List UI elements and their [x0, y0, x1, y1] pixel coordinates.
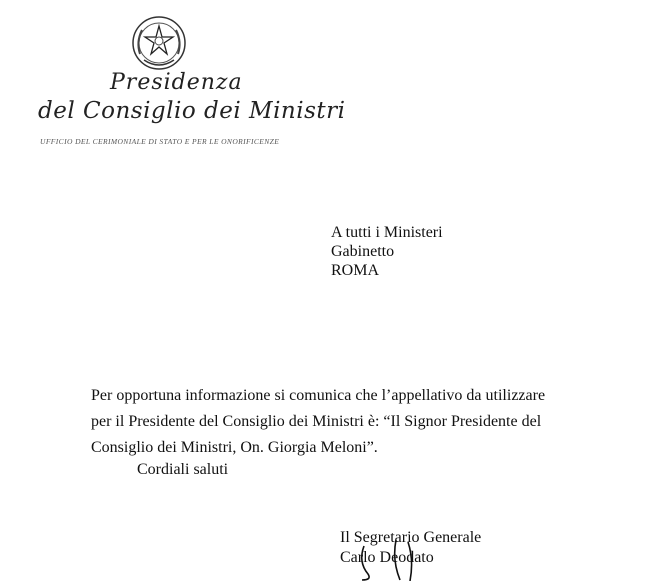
signature-scribble-icon	[350, 540, 440, 581]
letterhead	[30, 10, 346, 160]
letterhead-title-line2: del Consiglio dei Ministri	[38, 98, 346, 124]
recipient-line-3: ROMA	[331, 262, 380, 279]
letter-body	[91, 383, 561, 461]
recipient-line-1: A tutti i Ministeri	[331, 224, 443, 241]
italian-republic-emblem-icon	[130, 14, 188, 72]
body-paragraph: Per opportuna informazione si comunica che l’appellativo da utilizzare per il Presidente del Consiglio dei Ministri è: “Il Signor Presidente del Consiglio dei Ministri, On. Giorgia Meloni”.	[91, 387, 546, 456]
closing-greeting: Cordiali saluti	[137, 461, 229, 478]
recipient-address	[331, 223, 443, 280]
letterhead-office-line: UFFICIO DEL CERIMONIALE DI STATO E PER LE ONORIFICENZE	[40, 137, 280, 146]
letterhead-title-line1: Presidenza	[110, 70, 243, 95]
signatory-title: Il Segretario Generale	[340, 529, 482, 546]
recipient-line-2: Gabinetto	[331, 243, 395, 260]
signatory-name: Carlo Deodato	[340, 549, 434, 566]
